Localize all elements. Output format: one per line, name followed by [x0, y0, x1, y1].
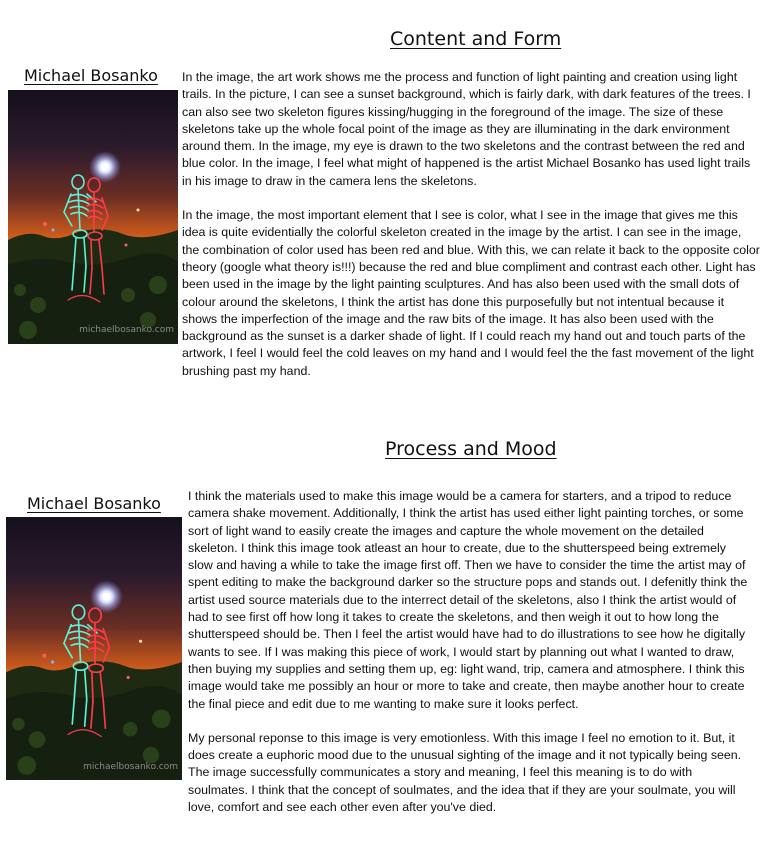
skeleton-light-painting-image: [8, 90, 178, 344]
paragraph: I think the materials used to make this image would be a camera for starters, and a tripod to reduce camera shake movement. Additionally, I think the artist has used either light painting torches, or some sort of light wand to easily create the images and capture the whole movement on the detailed skeleton. I think this image took atleast an hour to create, due to the shutterspeed being extremely slow and having a while to take the image first off. Then we have to consider the time the artist may of spent editing to make the background darker so the structure pops and stands out. I defenitly think the artist used source materials due to the interrect detail of the skeletons, also I think the artist would of had to see first off how long it takes to create the skeletons, and then weigh it out to how long the shutterspeed should be. Then I feel the artist would have had to do illustrations to see how he digitally wants to see. If I was making this piece of work, I would start by planning out what I wanted to draw, then buying my supplies and setting them up, eg: light wand, trip, camera and atmosphere. I think this image would take me possibly an hour or more to take and create, then maybe another hour to create the final piece and edit due to me wanting to make sure it looks perfect.: [188, 489, 748, 711]
image-watermark: michaelbosanko.com: [83, 762, 178, 772]
body-text: [188, 488, 754, 833]
paragraph: In the image, the art work shows me the process and function of light painting and creation using light trails. In the picture, I can see a sunset background, which is fairly dark, with dark features of the trees. I can also see two skeleton figures kissing/hugging in the foreground of the image. The size of these skeletons take up the whole focal point of the image as they are illuminating in the dark environment around them. In the image, my eye is drawn to the two skeletons and the contrast between the red and blue color. In the image, I feel what might of happened is the artist Michael Bosanko has used light trails in his image to draw in the camera lens the skeletons.: [182, 70, 751, 188]
paragraph: In the image, the most important element that I see is color, what I see in the image that gives me this idea is quite evidentially the colorful skeleton created in the image by the artist. I can see in the image, the combination of color used has been red and blue. With this, we can relate it back to the opposite color theory (google what theory is!!!) because the red and blue compliment and contrast each other. Light has been used in the image by the light painting sculptures. And has also been used with the small dots of colour around the skeletons, I think the artist has done this purposefully but not intentual because it shows the imperfection of the image and the raw bits of the image. It has also been used with the background as the sunset is a darker shade of light. If I could reach my hand out and touch parts of the artwork, I feel I would feel the cold leaves on my hand and I would feel the the fast movement of the light brushing past my hand.: [182, 208, 760, 378]
body-text: [182, 69, 760, 397]
image-watermark: michaelbosanko.com: [79, 325, 174, 335]
artist-name: Michael Bosanko: [27, 494, 161, 513]
artist-name: Michael Bosanko: [24, 66, 158, 85]
section-heading: Content and Form: [390, 28, 562, 50]
paragraph: My personal reponse to this image is very emotionless. With this image I feel no emotion to it. But, it does create a euphoric mood due to the unusual sighting of the image and it not typically being seen. The image successfully communicates a story and meaning, I feel this meaning is to do with soulmates. I think that the concept of soulmates, and the idea that if they are your soulmate, you will love, comfort and see each other even after you've died.: [188, 730, 742, 815]
section-heading: Process and Mood: [385, 438, 557, 460]
skeleton-light-painting-image: [6, 517, 182, 780]
